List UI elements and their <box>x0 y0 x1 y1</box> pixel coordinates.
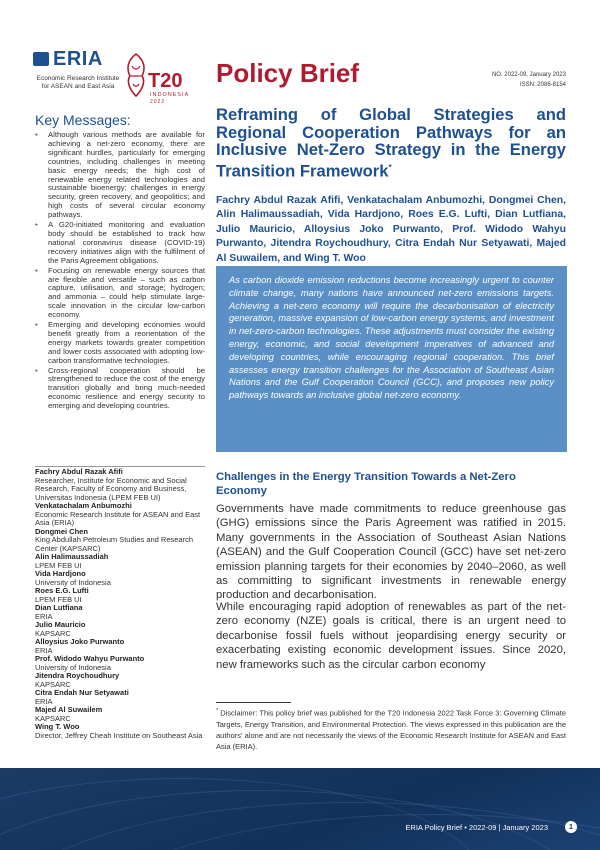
author-name: Roes E.G. Lufti <box>35 586 89 595</box>
author-affiliation: LPEM FEB UI <box>35 594 82 604</box>
issn: ISSN: 2086-8154 <box>519 82 566 88</box>
brief-title-text: Reframing of Global Strategies and Regional Cooperation Pathways for an Inclusive Net-Zero Strategy in the Energy Transition Framework <box>216 105 566 181</box>
abstract-text: As carbon dioxide emission reductions become increasingly urgent to counter climate change, many nations have announced net-zero emissions targets. Achieving a net-zero economy will require the decarbonisation of electricity generation, massive expansion of low-carbon energy systems, and investment in net-zero-carbon technologies. These adjustments must consider the existing energy, economic, and social development imperatives of advanced and developing countries, while encouraging regional cooperation. This brief assesses energy transition challenges for the Association of Southeast Asian Nations and the Gulf Cooperation Council (GCC), and proposes new policy pathways towards an inclusive global net-zero economy. <box>229 275 554 401</box>
brief-authors: Fachry Abdul Razak Afifi, Venkatachalam Anbumozhi, Dongmei Chen, Alin Halimaussadiah, Vida Hardjono, Roes E.G. Lufti, Dian Lutfiana, Julio Mauricio, Alloysius Joko Purwanto, Prof. Widodo Wahyu Purwanto, Jitendra Roychoudhury, Citra Endah Nur Setyawati, Majed Al Suwailem, and Wing T. Woo <box>216 195 566 264</box>
author-entry <box>35 638 205 655</box>
author-entry <box>35 706 205 723</box>
key-messages-heading: Key Messages: <box>35 112 131 128</box>
key-message-item: • Although various methods are available for achieving a net-zero economy, there are significant hurdles, particularly for emerging countries, including challenges in meeting basic energy needs; the high cost of renewable energy related technologies and sustainable bioenergy; challenges in energy security, green recovery, and geopolitics; and high costs of several circular economy pathways. <box>35 131 205 220</box>
author-affiliation: ERIA <box>35 611 53 621</box>
page-number-badge: 1 <box>565 821 577 833</box>
footnote <box>216 706 566 752</box>
key-message-item: • Focusing on renewable energy sources that are flexible and versatile – such as carbon capture, utilisation, and storage; hydrogen; and ammonia – could help stimulate large-scale innovation in the circular low-carbon economy. <box>35 267 205 320</box>
author-entry <box>35 723 205 740</box>
footnote-marker: * <box>216 708 218 714</box>
author-affiliation: Economic Research Institute for ASEAN and East Asia (ERIA) <box>35 509 201 527</box>
eria-logo-text: ERIA <box>53 48 103 70</box>
author-name: Citra Endah Nur Setyawati <box>35 688 129 697</box>
t20-logo-text: T20 <box>148 70 183 92</box>
author-name: Alin Halimaussadiah <box>35 552 109 561</box>
author-entry <box>35 689 205 706</box>
author-affiliations-list <box>35 468 205 740</box>
author-affiliation: Researcher, Institute for Economic and Social Research, Faculty of Economy and Business, Universitas Indonesia (LPEM FEB UI) <box>35 475 187 502</box>
author-entry <box>35 655 205 672</box>
author-name: Dian Lutfiana <box>35 603 83 612</box>
author-name: Dongmei Chen <box>35 526 88 536</box>
author-entry <box>35 570 205 587</box>
author-affiliation: KAPSARC <box>35 713 71 723</box>
page-footer <box>0 768 600 850</box>
author-entry <box>35 621 205 638</box>
title-footnote-marker: * <box>388 162 392 172</box>
author-entry <box>35 672 205 689</box>
body-paragraph: While encouraging rapid adoption of renewables as part of the net-zero economy (NZE) goals is critical, there is an urgent need to decarbonise fossil fuels without jeopardising energy security or exacerbating existing economic development issues. Since 2020, new frameworks such as the circular carbon economy <box>216 601 566 671</box>
author-name: Vida Hardjono <box>35 569 86 578</box>
author-name: Jitendra Roychoudhury <box>35 671 120 680</box>
author-entry <box>35 587 205 604</box>
brief-title <box>216 106 566 180</box>
author-affiliation: LPEM FEB UI <box>35 560 82 570</box>
eria-logo-icon <box>33 52 49 66</box>
page-header-title: Policy Brief <box>216 58 360 88</box>
author-entry <box>35 553 205 570</box>
author-name: Venkatachalam Anbumozhi <box>35 501 132 510</box>
eria-subtitle: Economic Research Institute for ASEAN and East Asia <box>36 75 120 90</box>
author-name: Prof. Widodo Wahyu Purwanto <box>35 654 145 663</box>
author-affiliation: KAPSARC <box>35 628 71 638</box>
key-message-item: • Cross-regional cooperation should be strengthened to reduce the cost of the energy transition globally and bring much-needed economic resilience and energy security to emerging and developing countries. <box>35 367 205 412</box>
key-message-item: • Emerging and developing economies would benefit greatly from a reorientation of the energy markets towards greater competition and lower costs associated with adopting low-carbon transformative technologies. <box>35 321 205 366</box>
author-affiliation: KAPSARC <box>35 679 71 689</box>
abstract-box <box>216 266 567 452</box>
footnote-text: Disclaimer: This policy brief was published for the T20 Indonesia 2022 Task Force 3: Governing Climate Targets, Energy Transition, and Environmental Protection. The views expressed in this publication are the authors' alone and are not necessarily the views of the Economic Research Institute for ASEAN and East Asia (ERIA). <box>216 708 566 751</box>
publication-meta <box>450 70 566 90</box>
key-messages-list <box>35 131 205 412</box>
author-affiliation: ERIA <box>35 645 53 655</box>
footer-citation: ERIA Policy Brief • 2022-09 | January 2023 <box>405 823 548 832</box>
eria-logo-mark <box>33 48 121 72</box>
author-name: Majed Al Suwailem <box>35 705 103 714</box>
author-entry <box>35 502 205 528</box>
author-entry <box>35 468 205 502</box>
publication-number: NO. 2022-09, January 2023 <box>491 72 566 78</box>
author-entry <box>35 528 205 554</box>
key-message-item: • A G20-initiated monitoring and evaluation body should be established to track how national coronavirus disease (COVID-19) recovery initiatives align with the fulfilment of the Paris Agreement obligations. <box>35 221 205 266</box>
garuda-emblem-icon <box>124 52 148 102</box>
author-affiliation: University of Indonesia <box>35 577 111 587</box>
author-affiliation: King Abdullah Petroleum Studies and Research Center (KAPSARC) <box>35 535 194 553</box>
author-affiliation: Director, Jeffrey Cheah Institute on Southeast Asia <box>35 730 203 740</box>
author-name: Fachry Abdul Razak Afifi <box>35 467 123 476</box>
t20-logo <box>124 50 194 105</box>
author-affiliation: University of Indonesia <box>35 662 111 672</box>
t20-year: 2022 <box>150 99 166 105</box>
section-heading: Challenges in the Energy Transition Towards a Net-Zero Economy <box>216 471 516 497</box>
author-entry <box>35 604 205 621</box>
author-name: Julio Mauricio <box>35 620 86 629</box>
footnote-divider <box>216 702 291 703</box>
t20-country: INDONESIA <box>150 92 190 98</box>
author-affiliation: ERIA <box>35 696 53 706</box>
body-paragraph: Governments have made commitments to reduce greenhouse gas (GHG) emissions since the Paris Agreement was ratified in 2015. Many governments in the Association of Southeast Asian Nations (ASEAN) and the Gulf Cooperation Council (GCC) have set net-zero emission planning targets for their economies by 2040–2060, as well as committing to significant investments in renewable energy production and decarbonisation. <box>216 503 566 602</box>
author-name: Wing T. Woo <box>35 722 80 731</box>
eria-logo <box>33 48 123 108</box>
author-name: Alloysius Joko Purwanto <box>35 637 125 646</box>
